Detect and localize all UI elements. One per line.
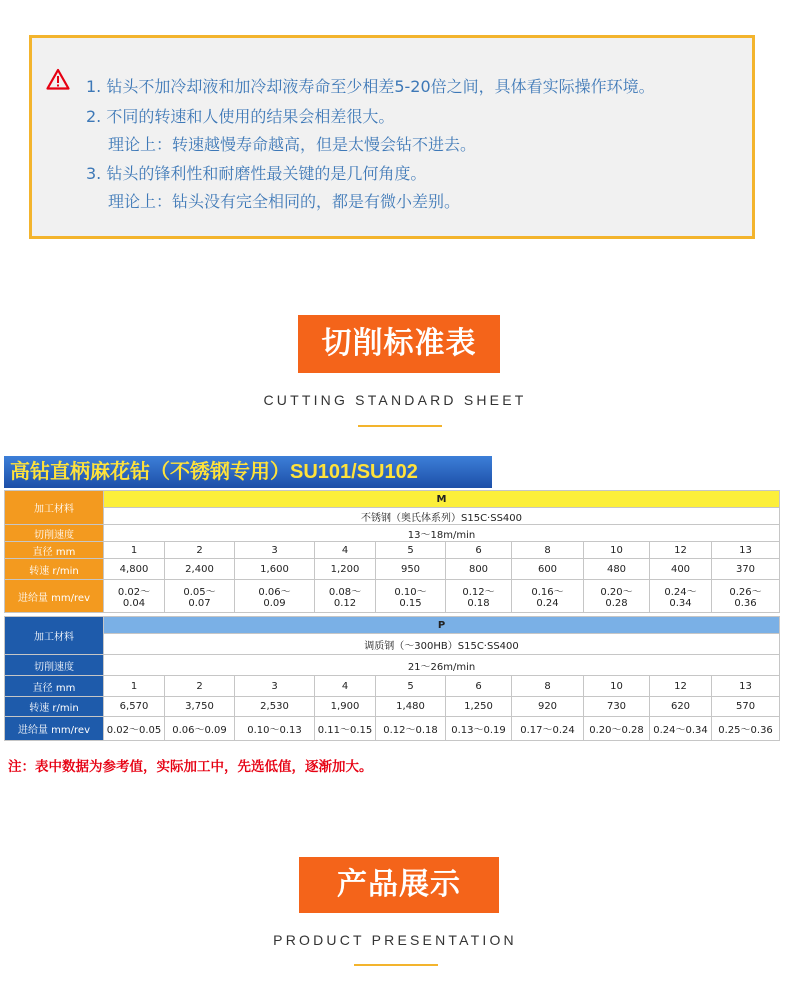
feed-bottom: 0.04 (122, 598, 146, 609)
rpm-cell: 1,200 (315, 559, 376, 580)
feed-cell: 0.10～0.13 (235, 717, 315, 741)
diameter-cell: 8 (512, 542, 584, 559)
rpm-cell: 370 (712, 559, 780, 580)
feed-label: 进给量 mm/rev (5, 580, 104, 613)
feed-bottom: 0.12 (333, 598, 357, 609)
rpm-cell: 800 (446, 559, 512, 580)
speed-label: 切削速度 (5, 525, 104, 542)
rpm-cell: 730 (584, 697, 650, 717)
rpm-label: 转速 r/min (5, 697, 104, 717)
feed-cell: 0.06～0.09 (165, 717, 235, 741)
feed-top: 0.16～ (531, 587, 564, 598)
feed-cell (584, 580, 650, 613)
material-value: 调质钢（～300HB）S15C·SS400 (104, 634, 780, 655)
speed-value: 21～26m/min (104, 655, 780, 676)
section-divider (354, 964, 438, 966)
material-label: 加工材料 (5, 491, 104, 525)
feed-label: 进给量 mm/rev (5, 717, 104, 741)
diameter-cell: 10 (584, 676, 650, 697)
category-m: M (104, 491, 780, 508)
diameter-cell: 13 (712, 542, 780, 559)
table-note: 注：表中数据为参考值，实际加工中，先选低值，逐渐加大。 (8, 759, 373, 775)
feed-bottom: 0.07 (188, 598, 211, 609)
section-title-cutting: 切削标准表 (298, 315, 500, 373)
diameter-cell: 6 (446, 676, 512, 697)
diameter-cell: 6 (446, 542, 512, 559)
feed-top: 0.26～ (729, 587, 762, 598)
feed-cell (315, 580, 376, 613)
rpm-cell: 1,480 (376, 697, 446, 717)
rpm-cell: 3,750 (165, 697, 235, 717)
diameter-cell: 8 (512, 676, 584, 697)
diameter-cell: 12 (650, 542, 712, 559)
notice-line-2: 2. 不同的转速和人使用的结果会相差很大。 (86, 107, 395, 126)
rpm-cell: 480 (584, 559, 650, 580)
warning-icon (46, 68, 70, 90)
feed-bottom: 0.24 (536, 598, 559, 609)
feed-bottom: 0.36 (734, 598, 757, 609)
rpm-cell: 920 (512, 697, 584, 717)
feed-cell (446, 580, 512, 613)
notice-line-4: 3. 钻头的锋利性和耐磨性最关键的是几何角度。 (86, 164, 427, 183)
feed-top: 0.05～ (183, 587, 216, 598)
rpm-cell: 950 (376, 559, 446, 580)
diameter-cell: 10 (584, 542, 650, 559)
cutting-table-m (4, 490, 780, 613)
rpm-cell: 1,600 (235, 559, 315, 580)
feed-bottom: 0.18 (467, 598, 490, 609)
diameter-cell: 12 (650, 676, 712, 697)
feed-cell: 0.13～0.19 (446, 717, 512, 741)
feed-top: 0.10～ (394, 587, 427, 598)
section-divider (358, 425, 442, 427)
notice-line-5: 理论上：钻头没有完全相同的，都是有微小差别。 (108, 192, 461, 211)
section-subtitle-cutting: CUTTING STANDARD SHEET (263, 392, 527, 408)
feed-cell: 0.02～0.05 (104, 717, 165, 741)
speed-value: 13～18m/min (104, 525, 780, 542)
rpm-cell: 2,400 (165, 559, 235, 580)
diameter-cell: 2 (165, 676, 235, 697)
feed-bottom: 0.28 (605, 598, 628, 609)
section-title-product: 产品展示 (299, 857, 499, 913)
feed-cell (165, 580, 235, 613)
feed-cell (376, 580, 446, 613)
diameter-cell: 1 (104, 676, 165, 697)
diameter-label: 直径 mm (5, 542, 104, 559)
diameter-cell: 3 (235, 542, 315, 559)
feed-cell: 0.17～0.24 (512, 717, 584, 741)
feed-cell (235, 580, 315, 613)
rpm-cell: 6,570 (104, 697, 165, 717)
feed-cell (650, 580, 712, 613)
feed-cell (104, 580, 165, 613)
feed-top: 0.02～ (117, 587, 151, 598)
rpm-cell: 1,250 (446, 697, 512, 717)
speed-label: 切削速度 (5, 655, 104, 676)
diameter-label: 直径 mm (5, 676, 104, 697)
rpm-cell: 2,530 (235, 697, 315, 717)
notice-line-1: 1. 钻头不加冷却液和加冷却液寿命至少相差5-20倍之间，具体看实际操作环境。 (86, 77, 655, 96)
feed-bottom: 0.09 (263, 598, 286, 609)
section-subtitle-product: PRODUCT PRESENTATION (273, 932, 517, 948)
diameter-cell: 13 (712, 676, 780, 697)
rpm-cell: 4,800 (104, 559, 165, 580)
feed-top: 0.08～ (328, 587, 362, 598)
feed-cell: 0.20～0.28 (584, 717, 650, 741)
diameter-cell: 5 (376, 542, 446, 559)
diameter-cell: 1 (104, 542, 165, 559)
rpm-cell: 1,900 (315, 697, 376, 717)
cutting-table-p (4, 616, 780, 741)
material-label: 加工材料 (5, 617, 104, 655)
table-banner: 高钻直柄麻花钻（不锈钢专用）SU101/SU102 (4, 456, 492, 488)
feed-top: 0.24～ (664, 587, 697, 598)
feed-bottom: 0.34 (669, 598, 692, 609)
feed-cell: 0.25～0.36 (712, 717, 780, 741)
notice-line-3: 理论上：转速越慢寿命越高，但是太慢会钻不进去。 (108, 135, 477, 154)
feed-cell (712, 580, 780, 613)
feed-cell: 0.12～0.18 (376, 717, 446, 741)
diameter-cell: 4 (315, 542, 376, 559)
feed-top: 0.06～ (258, 587, 291, 598)
rpm-cell: 620 (650, 697, 712, 717)
rpm-cell: 400 (650, 559, 712, 580)
diameter-cell: 5 (376, 676, 446, 697)
notice-box (29, 35, 755, 239)
feed-top: 0.12～ (462, 587, 495, 598)
rpm-cell: 600 (512, 559, 584, 580)
category-p: P (104, 617, 780, 634)
material-value: 不锈钢（奥氏体系列）S15C·SS400 (104, 508, 780, 525)
feed-cell: 0.24～0.34 (650, 717, 712, 741)
rpm-label: 转速 r/min (5, 559, 104, 580)
diameter-cell: 3 (235, 676, 315, 697)
rpm-cell: 570 (712, 697, 780, 717)
feed-cell: 0.11～0.15 (315, 717, 376, 741)
feed-bottom: 0.15 (399, 598, 422, 609)
feed-top: 0.20～ (600, 587, 633, 598)
diameter-cell: 4 (315, 676, 376, 697)
feed-cell (512, 580, 584, 613)
diameter-cell: 2 (165, 542, 235, 559)
